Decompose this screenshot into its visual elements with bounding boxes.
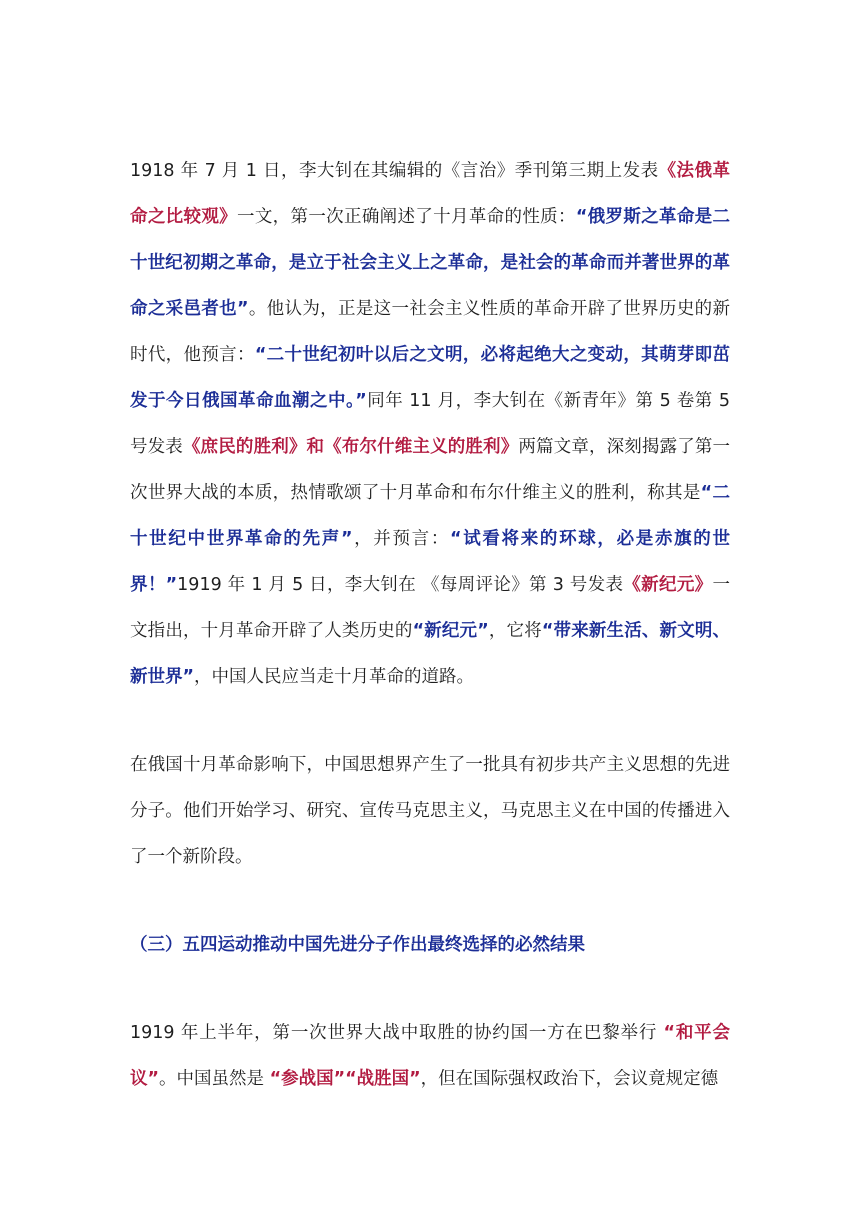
title-emphasis: 《法俄革命之比较观》 <box>130 161 731 227</box>
title-emphasis: 《庶民的胜利》和《布尔什维主义的胜利》 <box>182 437 519 457</box>
text-run: 一文指出，十月革命开辟了人类历史的 <box>130 575 730 641</box>
document-page <box>130 148 730 1102</box>
text-run: ，中国人民应当走十月革命的道路。 <box>194 667 475 687</box>
text-run: 。他认为，正是这一社会主义性质的革命开辟了世界历史的新时代，他预言： <box>130 299 730 365</box>
text-run: ，但在国际强权政治下，会议竟规定德 <box>420 1069 719 1089</box>
quote-emphasis: “试看将来的环球，必是赤旗的世界！” <box>130 529 730 595</box>
text-run: 同年 11 月，李大钊在《新青年》第 5 卷第 5 号发表 <box>130 391 730 457</box>
text-run: 1919 年上半年，第一次世界大战中取胜的协约国一方在巴黎举行 <box>130 1023 664 1043</box>
paragraph-paris-peace-conference <box>130 1010 730 1102</box>
text-run: 1919 年 1 月 5 日，李大钊在 《每周评论》第 3 号发表 <box>177 575 624 595</box>
paragraph-advanced-intellectuals: 在俄国十月革命影响下，中国思想界产生了一批具有初步共产主义思想的先进分子。他们开始学习、研究、宣传马克思主义，马克思主义在中国的传播进入了一个新阶段。 <box>130 755 730 867</box>
quote-emphasis: “二十世纪初叶以后之文明，必将起绝大之变动，其萌芽即茁发于今日俄国革命血潮之中。” <box>130 345 731 411</box>
text-run: ，并预言： <box>352 529 451 549</box>
section-heading-may-fourth: （三）五四运动推动中国先进分子作出最终选择的必然结果 <box>130 935 585 955</box>
paragraph-li-dazhao-october-revolution <box>130 148 730 700</box>
quote-emphasis: “二十世纪中世界革命的先声” <box>130 483 730 549</box>
text-run: 两篇文章，深刻揭露了第一次世界大战的本质，热情歌颂了十月革命和布尔什维主义的胜利，称其是 <box>130 437 731 503</box>
title-emphasis: “参战国”“战胜国” <box>269 1069 421 1089</box>
text-run: 。中国虽然是 <box>159 1069 270 1089</box>
text-run: ，它将 <box>488 621 542 641</box>
quote-emphasis: “俄罗斯之革命是二十世纪初期之革命，是立于社会主义上之革命，是社会的革命而并著世界的革命之采邑者也” <box>130 207 730 319</box>
quote-emphasis: “新纪元” <box>412 621 489 641</box>
title-emphasis: 《新纪元》 <box>623 575 713 595</box>
quote-emphasis: “带来新生活、新文明、新世界” <box>130 621 730 687</box>
text-run: 1918 年 7 月 1 日，李大钊在其编辑的《言治》季刊第三期上发表 <box>130 161 659 181</box>
text-run: 一文，第一次正确阐述了十月革命的性质： <box>237 207 576 227</box>
title-emphasis: “和平会议” <box>130 1023 730 1089</box>
